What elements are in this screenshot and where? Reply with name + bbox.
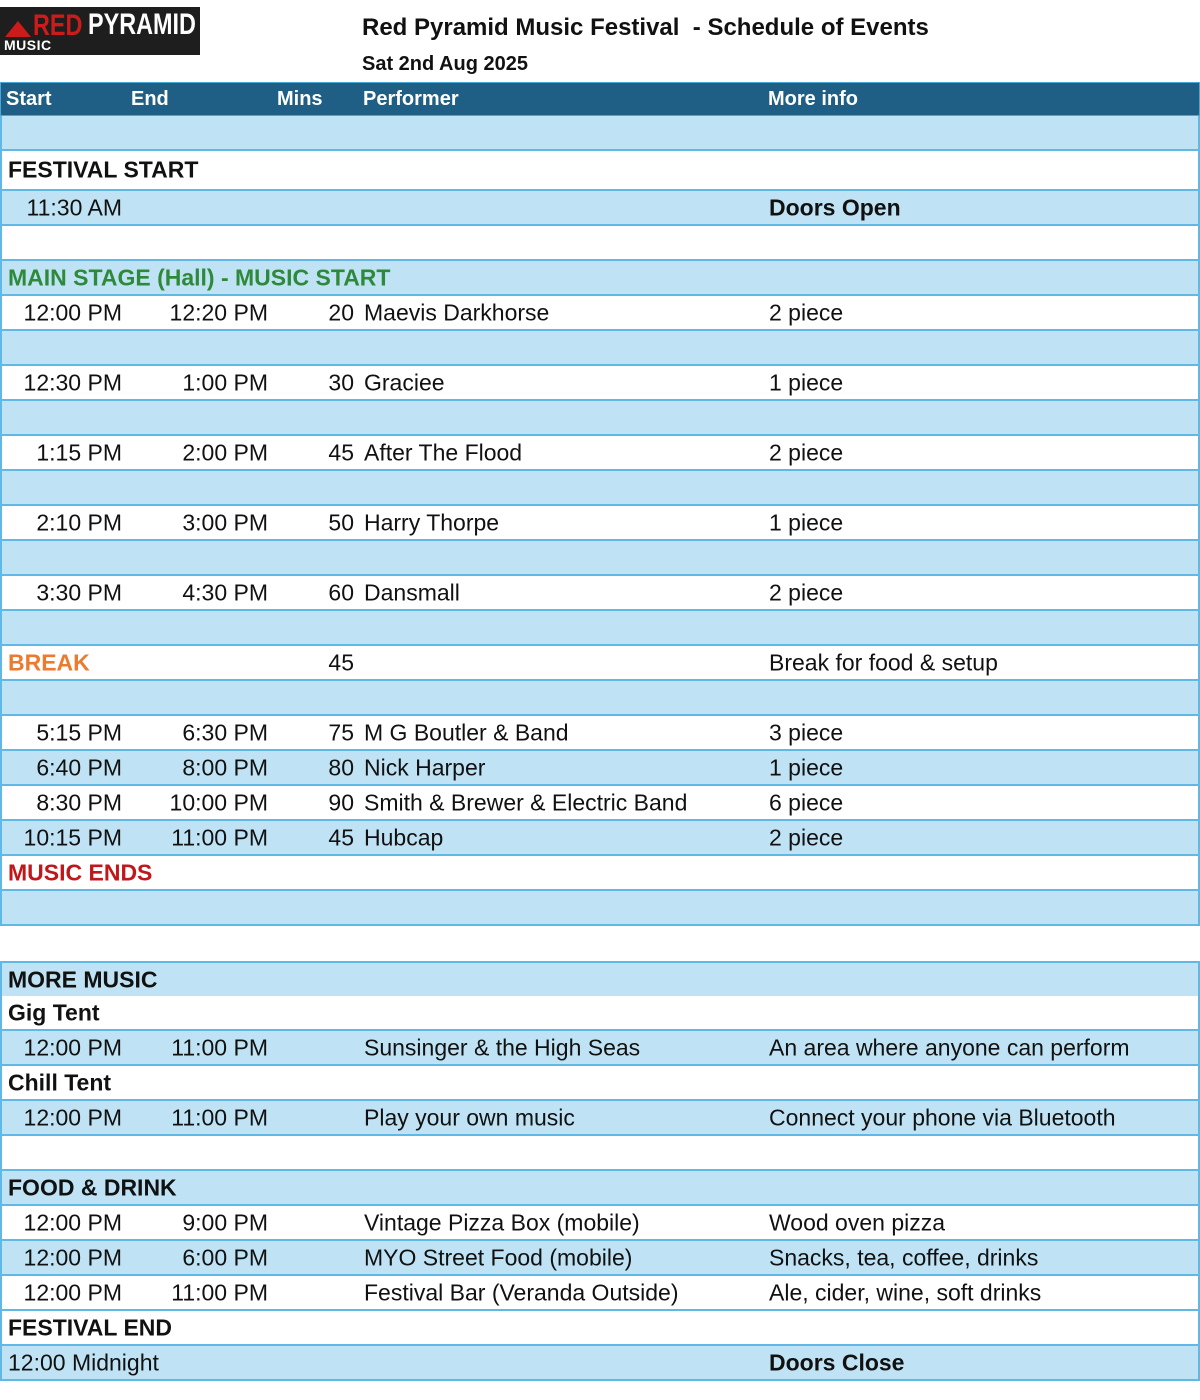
- table-row: [0, 786, 1200, 821]
- table-row: [0, 506, 1200, 541]
- section-title: Chill Tent: [8, 1069, 112, 1095]
- start-time: 12:00 PM: [23, 1279, 122, 1305]
- logo-music-text: MUSIC: [4, 37, 52, 53]
- start-time: 12:00 PM: [23, 1104, 122, 1130]
- start-time: 12:00 Midnight: [8, 1349, 159, 1375]
- more-info: 1 piece: [769, 509, 844, 535]
- performer-name: Smith & Brewer & Electric Band: [364, 789, 688, 815]
- logo-pyramid-text: PYRAMID: [88, 8, 196, 41]
- section-title: MUSIC ENDS: [8, 859, 153, 885]
- section-gig-tent: [0, 996, 1200, 1031]
- section-title: FOOD & DRINK: [8, 1174, 177, 1200]
- performer-name: MYO Street Food (mobile): [364, 1244, 633, 1270]
- more-info: 2 piece: [769, 824, 844, 850]
- performer-name: Harry Thorpe: [364, 509, 500, 535]
- more-info: 2 piece: [769, 579, 844, 605]
- more-info: 6 piece: [769, 789, 844, 815]
- duration-mins: 45: [328, 649, 354, 675]
- spacer-row: [0, 681, 1200, 716]
- start-time: 12:30 PM: [23, 369, 122, 395]
- performer-name: M G Boutler & Band: [364, 719, 569, 745]
- more-info: Break for food & setup: [769, 649, 998, 675]
- performer-name: Graciee: [364, 369, 445, 395]
- section-food-drink: [0, 1171, 1200, 1206]
- column-start: Start: [6, 88, 52, 110]
- table-row: [0, 1206, 1200, 1241]
- table-row: [0, 1031, 1200, 1066]
- duration-mins: 90: [328, 789, 354, 815]
- end-time: 9:00 PM: [182, 1209, 268, 1235]
- more-info: Ale, cider, wine, soft drinks: [769, 1279, 1042, 1305]
- performer-name: Maevis Darkhorse: [364, 299, 550, 325]
- end-time: 1:00 PM: [182, 369, 268, 395]
- break-label: BREAK: [8, 649, 90, 675]
- end-time: 6:00 PM: [182, 1244, 268, 1270]
- section-title: FESTIVAL END: [8, 1314, 172, 1340]
- start-time: 2:10 PM: [36, 509, 122, 535]
- page-header: [0, 0, 1200, 82]
- break-row: [0, 646, 1200, 681]
- red-pyramid-logo: [0, 7, 200, 55]
- end-time: 2:00 PM: [182, 439, 268, 465]
- end-time: 12:20 PM: [169, 299, 268, 325]
- start-time: 11:30 AM: [26, 194, 122, 220]
- column-more-info: More info: [768, 88, 858, 110]
- section-title: FESTIVAL START: [8, 156, 199, 183]
- section-main-stage: [0, 261, 1200, 296]
- end-time: 6:30 PM: [182, 719, 268, 745]
- table-row: [0, 716, 1200, 751]
- start-time: 6:40 PM: [36, 754, 122, 780]
- duration-mins: 60: [328, 579, 354, 605]
- more-info: An area where anyone can perform: [769, 1034, 1130, 1060]
- section-chill-tent: [0, 1066, 1200, 1101]
- start-time: 12:00 PM: [23, 1244, 122, 1270]
- column-header-row: [0, 82, 1200, 116]
- section-festival-start: [0, 151, 1200, 191]
- section-more-music: [0, 961, 1200, 998]
- more-info: Connect your phone via Bluetooth: [769, 1104, 1116, 1130]
- more-info: Snacks, tea, coffee, drinks: [769, 1244, 1039, 1270]
- duration-mins: 45: [328, 824, 354, 850]
- spacer-row: [0, 116, 1200, 151]
- start-time: 1:15 PM: [36, 439, 122, 465]
- start-time: 5:15 PM: [36, 719, 122, 745]
- doors-open-row: [0, 191, 1200, 226]
- end-time: 4:30 PM: [182, 579, 268, 605]
- table-row: [0, 296, 1200, 331]
- end-time: 10:00 PM: [169, 789, 268, 815]
- table-row: [0, 1101, 1200, 1136]
- spacer-row: [0, 1136, 1200, 1171]
- performer-name: Sunsinger & the High Seas: [364, 1034, 641, 1060]
- start-time: 12:00 PM: [23, 299, 122, 325]
- column-mins: Mins: [277, 88, 323, 110]
- duration-mins: 45: [328, 439, 354, 465]
- spacer-row: [0, 891, 1200, 926]
- performer-name: Play your own music: [364, 1104, 575, 1130]
- spacer-row: [0, 471, 1200, 506]
- spacer-row: [0, 611, 1200, 646]
- performer-name: Vintage Pizza Box (mobile): [364, 1209, 640, 1235]
- table-row: [0, 1276, 1200, 1311]
- more-info: 2 piece: [769, 439, 844, 465]
- more-info: Doors Open: [769, 194, 901, 220]
- start-time: 3:30 PM: [36, 579, 122, 605]
- end-time: 11:00 PM: [171, 1104, 268, 1130]
- more-info: 2 piece: [769, 299, 844, 325]
- table-row: [0, 436, 1200, 471]
- more-info: 1 piece: [769, 369, 844, 395]
- performer-name: Festival Bar (Veranda Outside): [364, 1279, 679, 1305]
- spacer-row: [0, 401, 1200, 436]
- duration-mins: 30: [328, 369, 354, 395]
- end-time: 11:00 PM: [171, 824, 268, 850]
- performer-name: After The Flood: [364, 439, 523, 465]
- page-title: Red Pyramid Music Festival - Schedule of Events: [362, 14, 929, 41]
- performer-name: Hubcap: [364, 824, 444, 850]
- duration-mins: 50: [328, 509, 354, 535]
- table-row: [0, 821, 1200, 856]
- end-time: 8:00 PM: [182, 754, 268, 780]
- more-info: Wood oven pizza: [769, 1209, 946, 1235]
- end-time: 11:00 PM: [171, 1279, 268, 1305]
- section-festival-end: [0, 1311, 1200, 1346]
- end-time: 3:00 PM: [182, 509, 268, 535]
- spacer-row: [0, 226, 1200, 261]
- table-row: [0, 751, 1200, 786]
- event-date: Sat 2nd Aug 2025: [362, 53, 528, 75]
- spacer-row: [0, 331, 1200, 366]
- table-row: [0, 1241, 1200, 1276]
- section-music-ends: [0, 856, 1200, 891]
- performer-name: Dansmall: [364, 579, 460, 605]
- performer-name: Nick Harper: [364, 754, 486, 780]
- more-info: Doors Close: [769, 1349, 905, 1375]
- start-time: 8:30 PM: [36, 789, 122, 815]
- table-row: [0, 366, 1200, 401]
- pyramid-icon: [5, 21, 31, 37]
- more-info: 3 piece: [769, 719, 844, 745]
- doors-close-row: [0, 1346, 1200, 1381]
- start-time: 12:00 PM: [23, 1209, 122, 1235]
- spacer-row: [0, 541, 1200, 576]
- logo-red-text: RED: [33, 9, 83, 42]
- start-time: 10:15 PM: [23, 824, 122, 850]
- column-end: End: [131, 88, 169, 110]
- more-info: 1 piece: [769, 754, 844, 780]
- duration-mins: 75: [328, 719, 354, 745]
- table-row: [0, 576, 1200, 611]
- duration-mins: 20: [328, 299, 354, 325]
- start-time: 12:00 PM: [23, 1034, 122, 1060]
- column-performer: Performer: [363, 88, 459, 110]
- section-title: MAIN STAGE (Hall) - MUSIC START: [8, 264, 391, 290]
- end-time: 11:00 PM: [171, 1034, 268, 1060]
- section-title: Gig Tent: [8, 999, 100, 1025]
- duration-mins: 80: [328, 754, 354, 780]
- section-title: MORE MUSIC: [8, 966, 158, 992]
